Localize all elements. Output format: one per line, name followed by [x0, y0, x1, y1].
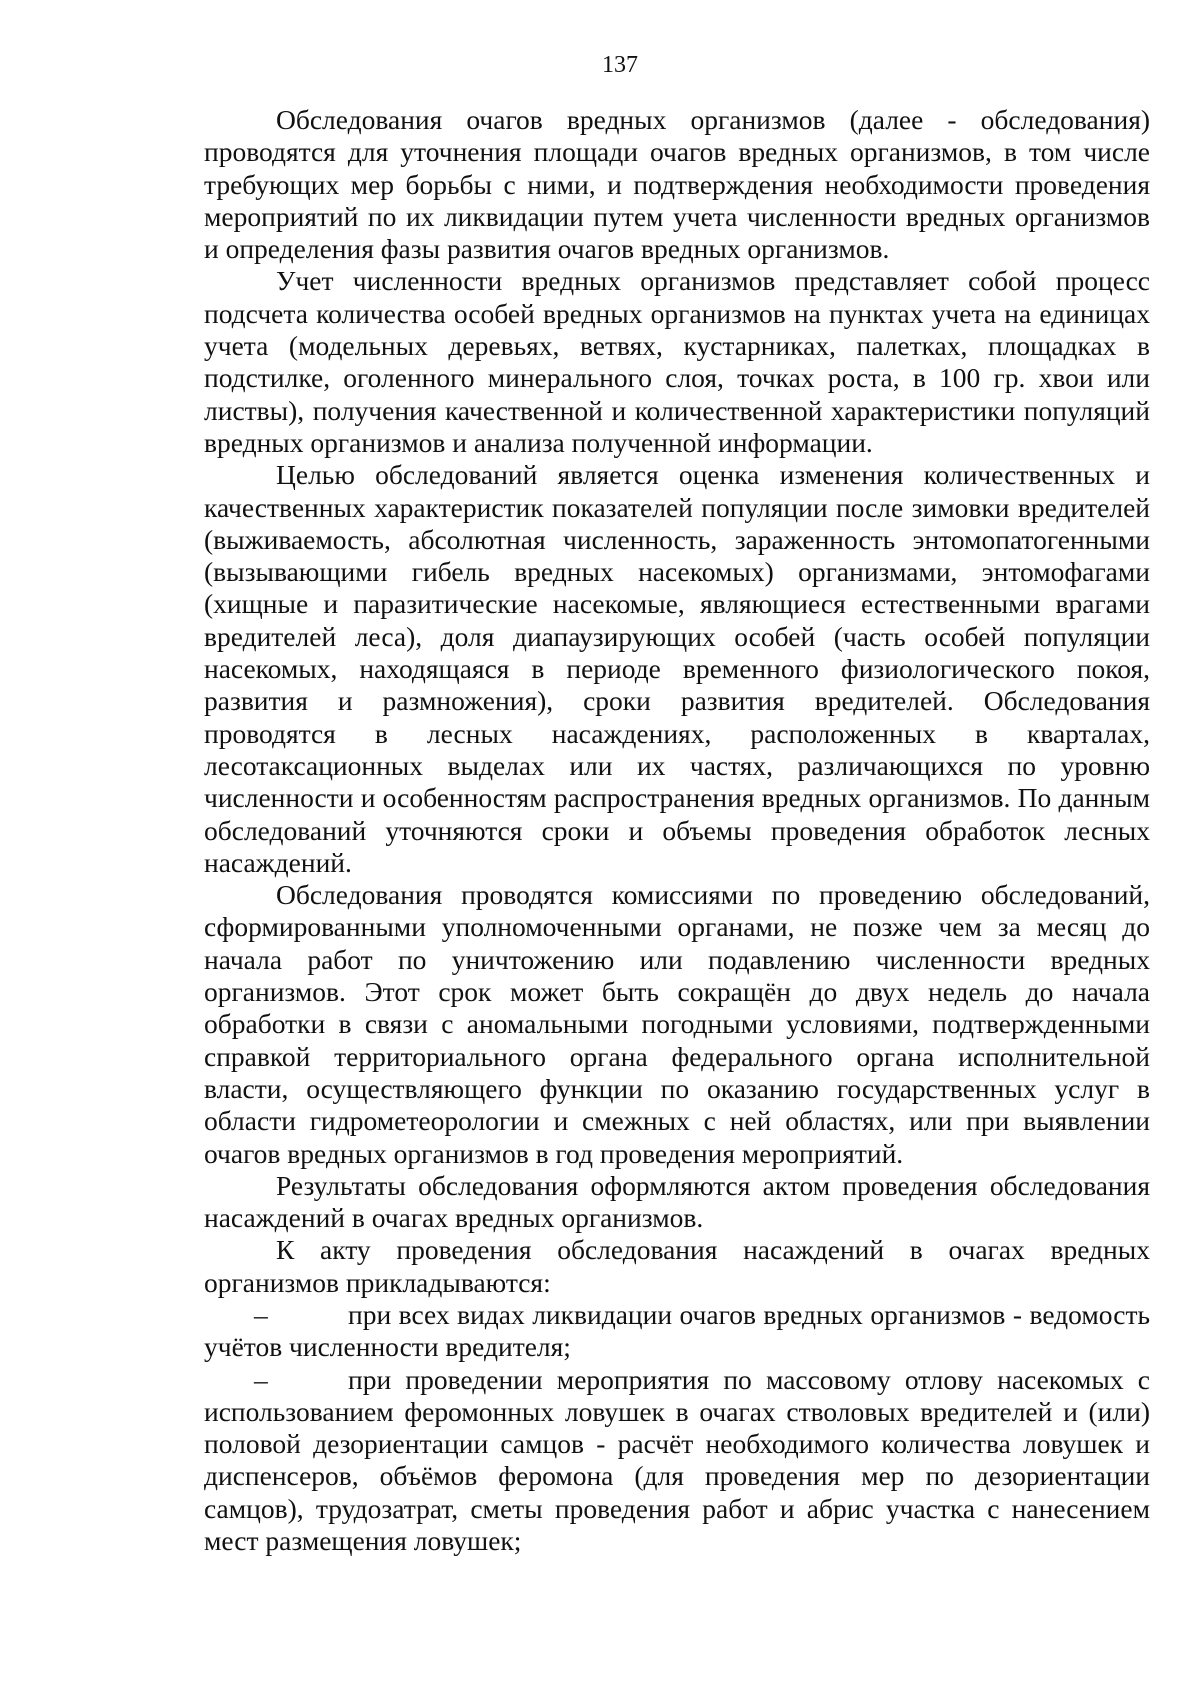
list-item-text: при всех видах ликвидации очагов вредных организмов - ведомость учётов численности вредителя; — [204, 1298, 1150, 1363]
list-marker: – — [254, 1363, 268, 1395]
paragraph: Обследования очагов вредных организмов (далее - обследования) проводятся для уточнения площади очагов вредных организмов, в том числе требующих мер борьбы с ними, и подтверждения необходимости проведения мероприятий по их ликвидации путем учета численности вредных организмов и определения фазы развития очагов вредных организмов. — [204, 104, 1150, 265]
list-item-text: при проведении мероприятия по массовому отлову насекомых с использованием феромонных ловушек в очагах стволовых вредителей и (или) половой дезориентации самцов - расчёт необходимого количества ловушек и диспенсеров, объёмов феромона (для проведения мер по дезориентации самцов), трудозатрат, сметы проведения работ и абрис участка с нанесением мест размещения ловушек; — [204, 1363, 1150, 1557]
document-body — [204, 104, 1150, 1557]
list-item — [204, 1299, 1150, 1364]
page-number: 137 — [602, 52, 638, 78]
list-marker: – — [254, 1298, 268, 1330]
paragraph: Результаты обследования оформляются актом проведения обследования насаждений в очагах вредных организмов. — [204, 1169, 1150, 1234]
list-item — [204, 1364, 1150, 1558]
paragraph: Учет численности вредных организмов представляет собой процесс подсчета количества особей вредных организмов на пунктах учета на единицах учета (модельных деревьях, ветвях, кустарниках, палетках, площадках в подстилке, оголенного минерального слоя, точках роста, в 100 гр. хвои или листвы), получения качественной и количественной характеристики популяций вредных организмов и анализа полученной информации. — [204, 265, 1150, 458]
paragraph: Целью обследований является оценка изменения количественных и качественных характеристик показателей популяции после зимовки вредителей (выживаемость, абсолютная численность, зараженность энтомопатогенными (вызывающими гибель вредных насекомых) организмами, энтомофагами (хищные и паразитические насекомые, являющиеся естественными врагами вредителей леса), доля диапаузирующих особей (часть особей популяции насекомых, находящаяся в периоде временного физиологического покоя, развития и размножения), сроки развития вредителей. Обследования проводятся в лесных насаждениях, расположенных в кварталах, лесотаксационных выделах или их частях, различающихся по уровню численности и особенностям распространения вредных организмов. По данным обследований уточняются сроки и объемы проведения обработок лесных насаждений. — [204, 459, 1150, 878]
paragraph: Обследования проводятся комиссиями по проведению обследований, сформированными уполномоченными органами, не позже чем за месяц до начала работ по уничтожению или подавлению численности вредных организмов. Этот срок может быть сокращён до двух недель до начала обработки в связи с аномальными погодными условиями, подтвержденными справкой территориального органа федерального органа исполнительной власти, осуществляющего функции по оказанию государственных услуг в области гидрометеорологии и смежных с ней областях, или при выявлении очагов вредных организмов в год проведения мероприятий. — [204, 879, 1150, 1169]
paragraph: К акту проведения обследования насаждений в очагах вредных организмов прикладываются: — [204, 1234, 1150, 1298]
